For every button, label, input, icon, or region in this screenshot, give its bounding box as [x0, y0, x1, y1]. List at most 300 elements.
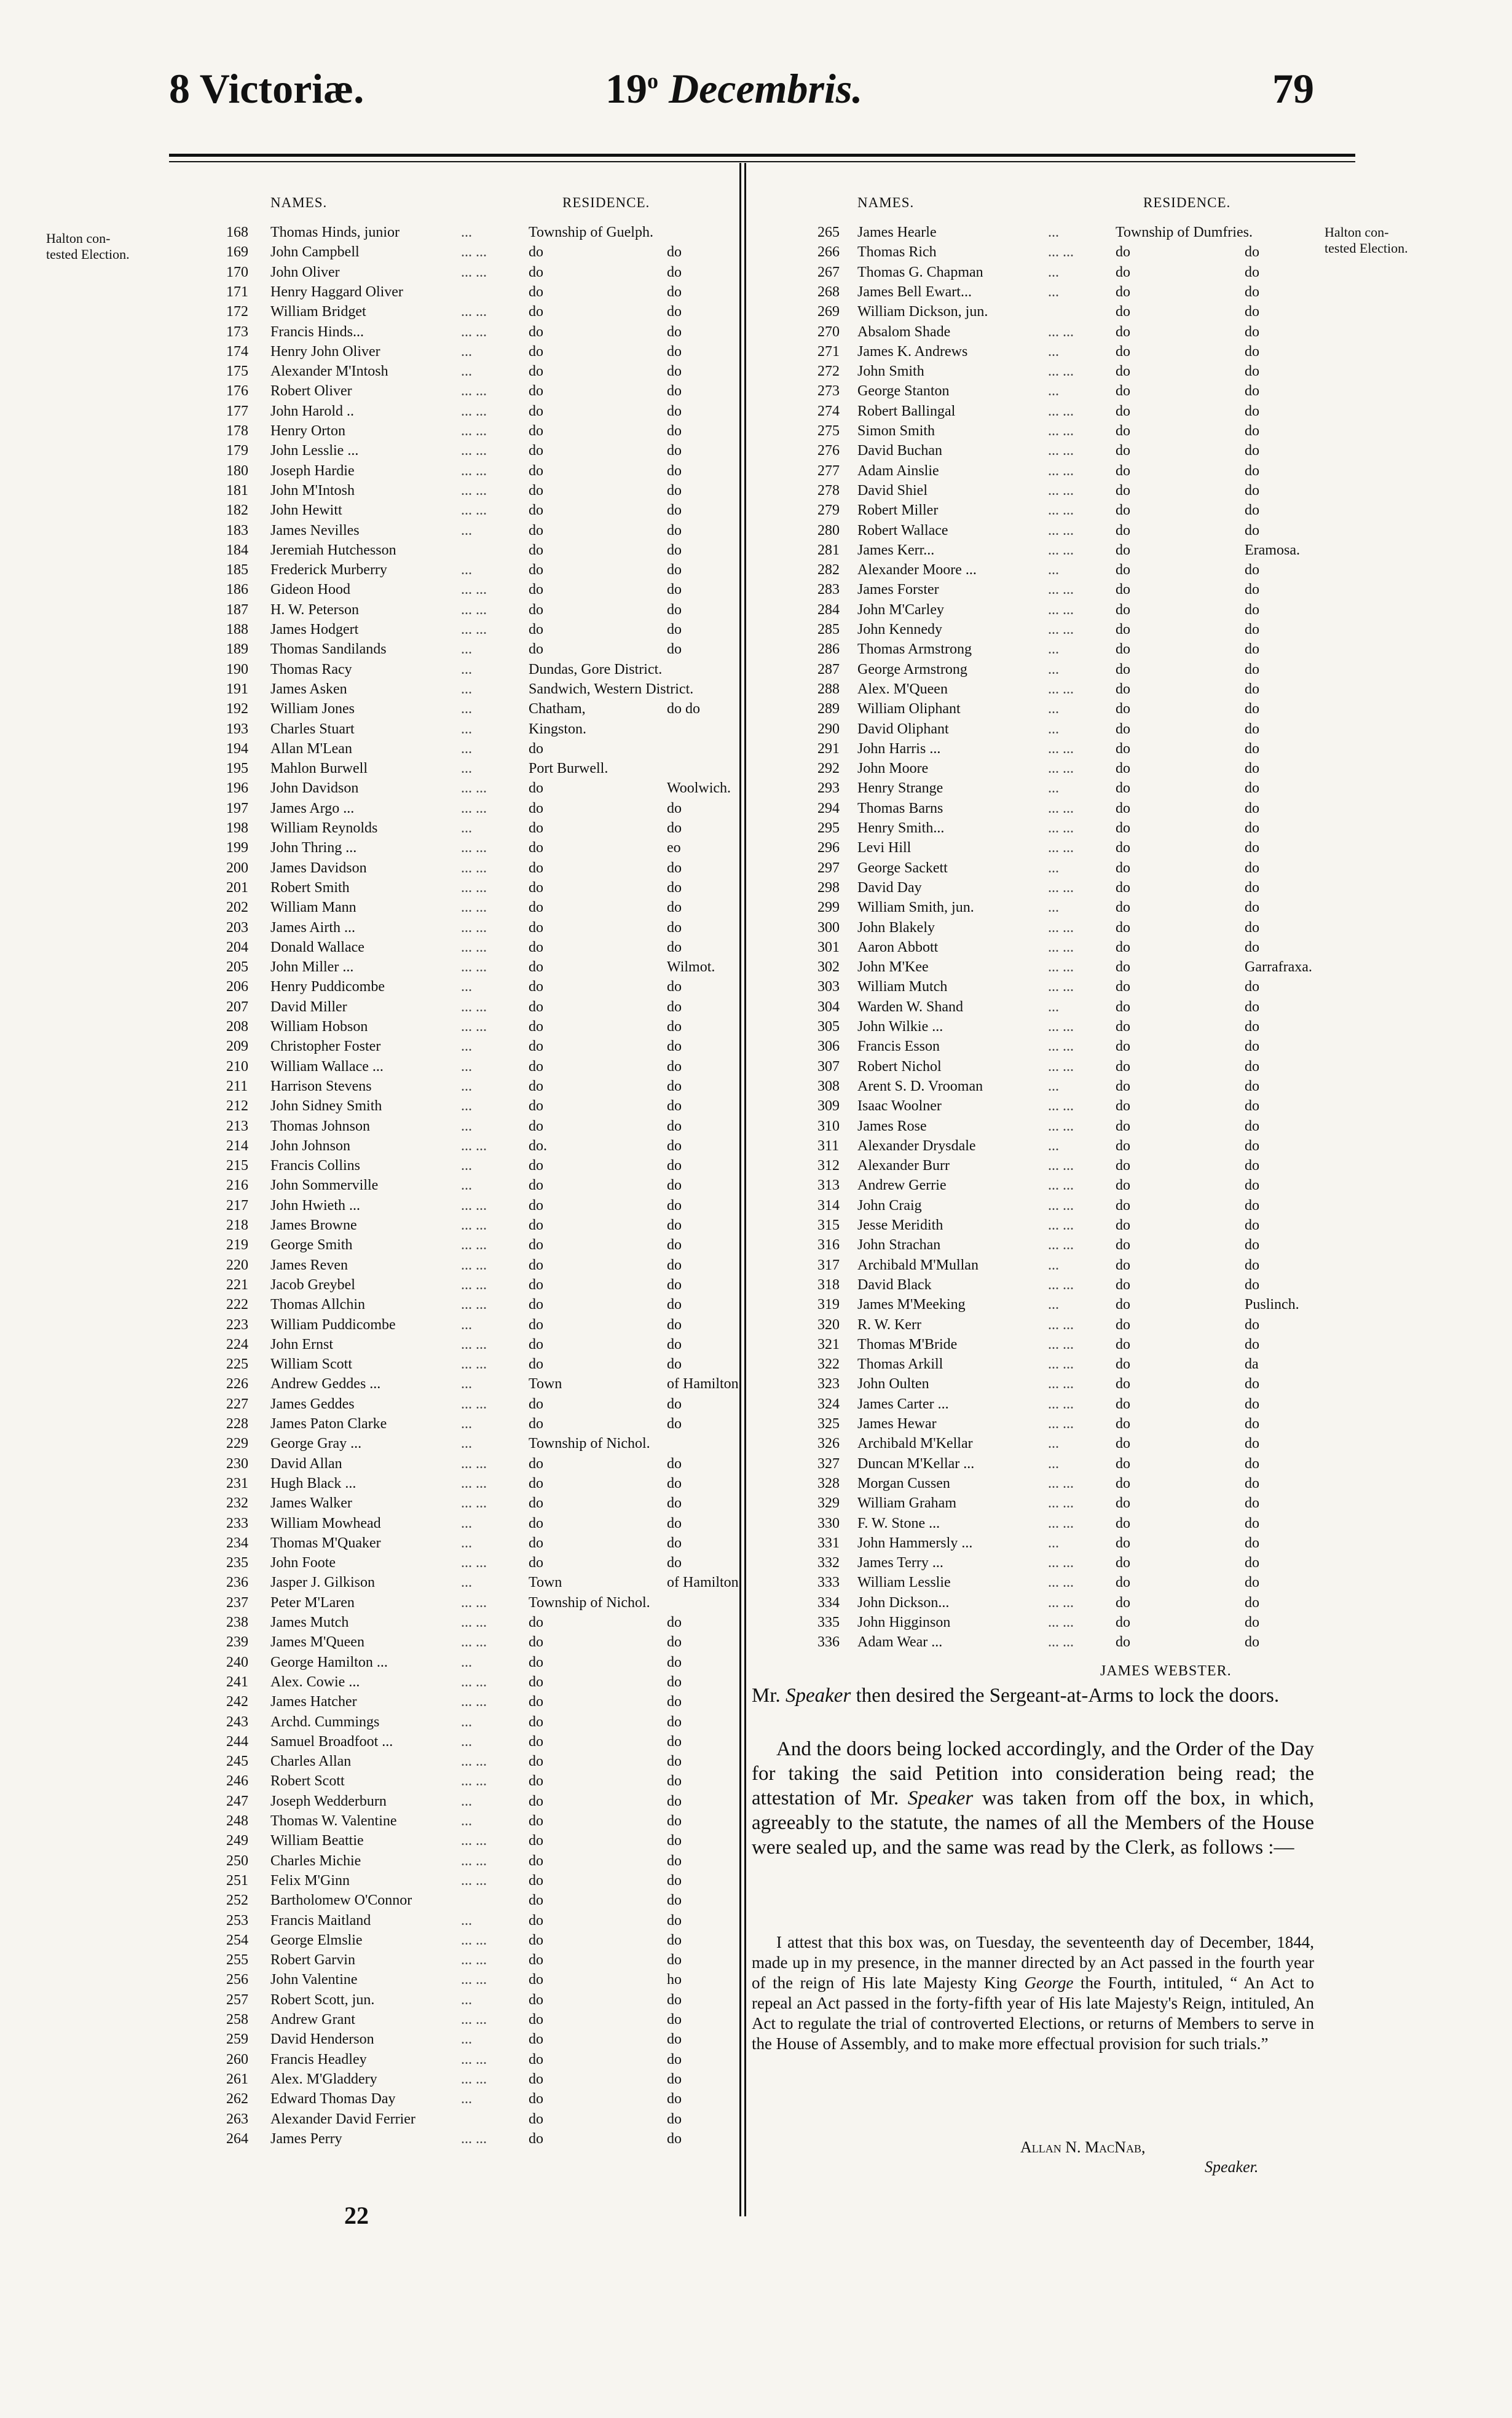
row-res2: do: [667, 2031, 682, 2048]
row-num: 255: [226, 1952, 248, 1969]
row-res2: do: [667, 383, 682, 400]
row-num: 284: [817, 601, 840, 618]
row-res1: do: [1116, 1058, 1130, 1075]
row-res1: do: [1116, 601, 1130, 618]
row-name: Francis Maitland: [270, 1912, 371, 1929]
row-res2: do: [1245, 800, 1259, 816]
row-name: David Shiel: [857, 482, 927, 499]
row-name: Harrison Stevens: [270, 1078, 372, 1094]
row-res1: do: [1116, 1237, 1130, 1254]
row-dots: ... ...: [461, 244, 487, 261]
row-name: Henry Puddicombe: [270, 979, 385, 995]
row-name: Robert Wallace: [857, 522, 948, 539]
row-num: 182: [226, 502, 248, 519]
row-dots: ...: [461, 661, 472, 678]
row-res2: do: [1245, 1614, 1259, 1630]
row-num: 286: [817, 641, 840, 658]
row-res1: do: [1116, 522, 1130, 539]
row-num: 304: [817, 998, 840, 1015]
row-num: 196: [226, 780, 248, 797]
row-name: Robert Scott: [270, 1773, 345, 1790]
row-res1: do: [1116, 1574, 1130, 1591]
row-name: James M'Queen: [270, 1634, 364, 1651]
row-dots: ...: [461, 1436, 472, 1452]
row-res2: do: [667, 998, 682, 1015]
row-name: F. W. Stone ...: [857, 1515, 940, 1531]
row-name: James Bell Ewart...: [857, 283, 972, 300]
row-dots: ... ...: [1048, 1376, 1074, 1393]
row-dots: ... ...: [461, 1396, 487, 1412]
row-dots: ...: [461, 701, 472, 717]
row-num: 287: [817, 661, 840, 678]
row-name: Robert Oliver: [270, 383, 352, 400]
row-dots: ... ...: [461, 1455, 487, 1472]
row-res1: do: [1116, 1098, 1130, 1115]
row-res1: do: [1116, 1594, 1130, 1611]
row-name: Arent S. D. Vrooman: [857, 1078, 983, 1094]
row-res1: Township of Guelph.: [529, 224, 653, 240]
row-res1: do: [529, 1673, 543, 1690]
row-dots: ... ...: [461, 502, 487, 519]
row-res1: do: [529, 1991, 543, 2008]
column-divider-right: [744, 163, 746, 2216]
row-dots: ... ...: [1048, 601, 1074, 618]
row-name: Thomas Johnson: [270, 1118, 370, 1134]
row-num: 183: [226, 522, 248, 539]
row-num: 325: [817, 1416, 840, 1432]
row-res1: do: [529, 1257, 543, 1273]
row-num: 311: [817, 1137, 840, 1154]
row-name: Thomas Barns: [857, 800, 943, 816]
row-res2: do: [1245, 582, 1259, 598]
row-dots: ... ...: [1048, 1336, 1074, 1353]
row-num: 329: [817, 1495, 840, 1512]
row-res1: do: [529, 363, 543, 380]
row-name: Adam Wear ...: [857, 1634, 943, 1651]
row-res1: do: [1116, 1197, 1130, 1214]
row-name: James K. Andrews: [857, 343, 968, 360]
row-res1: do: [1116, 343, 1130, 360]
row-name: George Sackett: [857, 859, 948, 876]
row-res1: do: [1116, 1614, 1130, 1630]
row-name: James Paton Clarke: [270, 1416, 387, 1432]
row-num: 180: [226, 462, 248, 479]
row-res2: do: [1245, 244, 1259, 261]
row-res2: do: [667, 2051, 682, 2068]
row-name: David Black: [857, 1276, 932, 1293]
row-res1: do: [1116, 363, 1130, 380]
row-name: William Smith, jun.: [857, 899, 974, 916]
row-num: 246: [226, 1773, 248, 1790]
row-dots: ... ...: [1048, 879, 1074, 896]
row-res2: do: [667, 542, 682, 558]
row-res1: do: [1116, 1177, 1130, 1194]
row-num: 264: [226, 2130, 248, 2147]
row-dots: ... ...: [1048, 323, 1074, 340]
paragraph-lock-doors: [752, 1683, 1314, 1708]
row-name: Henry Smith...: [857, 820, 945, 836]
row-name: James Walker: [270, 1495, 352, 1512]
row-dots: ... ...: [461, 2012, 487, 2028]
signature-james-webster: JAMES WEBSTER.: [1100, 1663, 1232, 1679]
row-name: Alex. M'Gladdery: [270, 2071, 377, 2087]
row-name: Mahlon Burwell: [270, 761, 368, 777]
row-dots: ...: [461, 522, 472, 539]
row-res1: do: [529, 2012, 543, 2028]
row-res2: do: [1245, 979, 1259, 995]
row-res2: do: [667, 562, 682, 579]
row-dots: ... ...: [1048, 820, 1074, 836]
row-name: George Elmslie: [270, 1932, 363, 1948]
row-res2: do: [1245, 1058, 1259, 1075]
row-dots: ...: [1048, 562, 1059, 579]
row-dots: ...: [1048, 1455, 1059, 1472]
row-res1: do: [529, 939, 543, 955]
row-res1: do: [529, 879, 543, 896]
row-res2: do: [667, 1852, 682, 1869]
row-res2: do: [1245, 701, 1259, 717]
header-date: [605, 65, 862, 113]
row-num: 295: [817, 820, 840, 836]
row-res2: do: [1245, 1316, 1259, 1333]
row-num: 217: [226, 1197, 248, 1214]
row-name: Alexander Moore ...: [857, 562, 977, 579]
row-res2: do: [667, 1038, 682, 1055]
row-name: John Harold ..: [270, 403, 354, 419]
row-num: 179: [226, 443, 248, 459]
row-name: William Scott: [270, 1356, 353, 1373]
row-num: 335: [817, 1614, 840, 1630]
row-res2: do: [1245, 363, 1259, 380]
row-num: 261: [226, 2071, 248, 2087]
row-name: Thomas Armstrong: [857, 641, 972, 658]
row-res1: Township of Dumfries.: [1116, 224, 1253, 240]
row-num: 199: [226, 840, 248, 856]
row-res1: do: [1116, 502, 1130, 519]
row-num: 176: [226, 383, 248, 400]
row-res1: do: [1116, 323, 1130, 340]
row-res1: do: [1116, 1316, 1130, 1333]
row-dots: ... ...: [461, 1019, 487, 1035]
row-res1: do: [529, 502, 543, 519]
row-res1: do: [529, 979, 543, 995]
row-res2: do: [667, 1793, 682, 1809]
row-res2: do: [667, 2091, 682, 2108]
row-name: James Airth ...: [270, 919, 355, 936]
row-num: 174: [226, 343, 248, 360]
row-num: 170: [226, 264, 248, 280]
row-name: Thomas Racy: [270, 661, 352, 678]
row-num: 319: [817, 1297, 840, 1313]
row-num: 298: [817, 879, 840, 896]
row-res1: do: [529, 1038, 543, 1055]
row-num: 326: [817, 1436, 840, 1452]
row-name: Joseph Wedderburn: [270, 1793, 387, 1809]
row-res1: do: [529, 1316, 543, 1333]
row-res1: do: [529, 1892, 543, 1909]
left-residence-heading: RESIDENCE.: [562, 195, 650, 210]
row-num: 195: [226, 761, 248, 777]
row-res1: do: [1116, 1555, 1130, 1571]
row-num: 220: [226, 1257, 248, 1273]
row-res1: do: [529, 1336, 543, 1353]
row-res1: do: [1116, 701, 1130, 717]
row-num: 173: [226, 323, 248, 340]
row-dots: ... ...: [461, 1614, 487, 1630]
row-res1: do: [529, 780, 543, 797]
row-res2: do: [667, 1217, 682, 1233]
row-res2: do: [667, 1137, 682, 1154]
row-num: 207: [226, 998, 248, 1015]
row-name: James Davidson: [270, 859, 367, 876]
row-num: 238: [226, 1614, 248, 1630]
row-res1: do: [1116, 383, 1130, 400]
row-res2: do: [1245, 562, 1259, 579]
row-num: 210: [226, 1058, 248, 1075]
row-res1: Sandwich, Western District.: [529, 681, 694, 697]
row-name: James Asken: [270, 681, 347, 697]
row-dots: ... ...: [461, 383, 487, 400]
row-res1: Kingston.: [529, 721, 587, 737]
row-res2: do: [1245, 601, 1259, 618]
row-res2: do: [667, 1733, 682, 1750]
row-res2: do: [667, 304, 682, 320]
row-res1: do: [529, 1555, 543, 1571]
row-num: 328: [817, 1475, 840, 1491]
row-dots: ...: [461, 1515, 472, 1531]
column-divider-left: [739, 163, 741, 2216]
row-name: William Mann: [270, 899, 356, 916]
row-res2: do: [1245, 304, 1259, 320]
row-res1: do: [1116, 403, 1130, 419]
row-name: David Day: [857, 879, 922, 896]
row-res1: do: [529, 1118, 543, 1134]
row-num: 240: [226, 1654, 248, 1670]
row-res1: do: [529, 522, 543, 539]
row-res2: do: [1245, 820, 1259, 836]
row-res1: do: [529, 403, 543, 419]
row-name: Joseph Hardie: [270, 462, 355, 479]
row-dots: ...: [461, 1316, 472, 1333]
row-num: 198: [226, 820, 248, 836]
row-num: 230: [226, 1455, 248, 1472]
row-name: William Bridget: [270, 304, 366, 320]
row-num: 268: [817, 283, 840, 300]
row-res1: do: [1116, 1436, 1130, 1452]
right-residence-heading: RESIDENCE.: [1143, 195, 1231, 210]
row-num: 265: [817, 224, 840, 240]
row-res2: do: [667, 1297, 682, 1313]
row-name: Felix M'Ginn: [270, 1872, 350, 1889]
row-res1: do: [529, 2051, 543, 2068]
row-num: 250: [226, 1852, 248, 1869]
row-name: William Puddicombe: [270, 1316, 396, 1333]
row-res2: do: [1245, 522, 1259, 539]
row-name: James Perry: [270, 2130, 342, 2147]
row-res2: do: [1245, 264, 1259, 280]
row-name: Alex. Cowie ...: [270, 1673, 360, 1690]
row-res2: do: [1245, 1515, 1259, 1531]
row-res2: do: [1245, 1475, 1259, 1491]
row-num: 257: [226, 1991, 248, 2008]
row-num: 206: [226, 979, 248, 995]
row-num: 316: [817, 1237, 840, 1254]
row-num: 222: [226, 1297, 248, 1313]
row-num: 235: [226, 1555, 248, 1571]
row-dots: ... ...: [1048, 443, 1074, 459]
row-res1: do: [1116, 244, 1130, 261]
row-res2: do: [667, 1019, 682, 1035]
row-dots: ...: [1048, 383, 1059, 400]
row-num: 259: [226, 2031, 248, 2048]
row-res2: do: [667, 462, 682, 479]
row-name: George Gray ...: [270, 1436, 362, 1452]
row-res2: do: [667, 1078, 682, 1094]
row-res2: do: [667, 1336, 682, 1353]
row-name: Allan M'Lean: [270, 740, 352, 757]
row-name: David Buchan: [857, 443, 942, 459]
row-dots: ... ...: [461, 959, 487, 976]
row-res1: do: [529, 1058, 543, 1075]
row-num: 262: [226, 2091, 248, 2108]
row-res1: do: [1116, 582, 1130, 598]
row-dots: ... ...: [461, 304, 487, 320]
row-res2: do: [667, 1932, 682, 1948]
row-res1: do: [1116, 780, 1130, 797]
row-num: 317: [817, 1257, 840, 1273]
row-num: 243: [226, 1713, 248, 1730]
row-name: John Johnson: [270, 1137, 351, 1154]
row-name: John Thring ...: [270, 840, 357, 856]
row-dots: ... ...: [1048, 1416, 1074, 1432]
row-res2: do: [667, 1654, 682, 1670]
row-num: 205: [226, 959, 248, 976]
row-dots: ...: [461, 740, 472, 757]
row-dots: ...: [461, 1654, 472, 1670]
row-dots: ... ...: [1048, 462, 1074, 479]
row-name: John Oliver: [270, 264, 340, 280]
row-res1: do: [529, 1237, 543, 1254]
row-res1: do: [1116, 1118, 1130, 1134]
row-name: James Hodgert: [270, 622, 359, 638]
row-name: Jeremiah Hutchesson: [270, 542, 396, 558]
row-res2: do: [667, 2071, 682, 2087]
row-res2: do: [1245, 661, 1259, 678]
row-dots: ...: [1048, 283, 1059, 300]
row-dots: ...: [461, 363, 472, 380]
row-num: 290: [817, 721, 840, 737]
row-dots: ...: [461, 1991, 472, 2008]
row-res2: do: [667, 482, 682, 499]
row-res2: do: [667, 1276, 682, 1293]
row-dots: ...: [461, 1535, 472, 1551]
row-num: 223: [226, 1316, 248, 1333]
row-res1: do: [1116, 820, 1130, 836]
row-dots: ... ...: [461, 1594, 487, 1611]
row-res1: do: [529, 601, 543, 618]
row-name: John Hammersly ...: [857, 1535, 973, 1551]
row-res2: do do: [667, 701, 700, 717]
row-dots: ...: [1048, 1535, 1059, 1551]
row-dots: ... ...: [461, 1137, 487, 1154]
row-dots: ...: [461, 1177, 472, 1194]
row-res1: do: [529, 562, 543, 579]
row-res2: of Hamilton.: [667, 1376, 742, 1393]
row-res2: do: [1245, 1535, 1259, 1551]
row-res1: do: [529, 1852, 543, 1869]
row-res1: Port Burwell.: [529, 761, 608, 777]
row-res2: do: [667, 1356, 682, 1373]
row-name: Simon Smith: [857, 423, 935, 439]
row-num: 330: [817, 1515, 840, 1531]
row-dots: ... ...: [1048, 244, 1074, 261]
row-name: John Blakely: [857, 919, 935, 936]
row-num: 310: [817, 1118, 840, 1134]
right-names-heading: NAMES.: [857, 195, 915, 210]
row-res2: do: [1245, 323, 1259, 340]
row-res1: do: [529, 1654, 543, 1670]
row-name: James Carter ...: [857, 1396, 949, 1412]
header-day-sup: o: [647, 68, 658, 93]
row-num: 309: [817, 1098, 840, 1115]
row-dots: ... ...: [1048, 1515, 1074, 1531]
row-name: John M'Kee: [857, 959, 929, 976]
row-num: 260: [226, 2051, 248, 2068]
row-name: George Hamilton ...: [270, 1654, 388, 1670]
row-res1: do: [529, 1773, 543, 1790]
row-num: 213: [226, 1118, 248, 1134]
row-res2: do: [1245, 939, 1259, 955]
row-res1: do: [1116, 562, 1130, 579]
row-dots: ... ...: [1048, 1594, 1074, 1611]
row-res1: do: [529, 2031, 543, 2048]
row-res2: do: [1245, 1078, 1259, 1094]
row-dots: ... ...: [461, 1694, 487, 1710]
row-dots: ... ...: [1048, 522, 1074, 539]
row-res1: do: [529, 1713, 543, 1730]
row-dots: ...: [1048, 780, 1059, 797]
row-res1: do: [529, 1276, 543, 1293]
row-dots: ...: [1048, 224, 1059, 240]
row-num: 253: [226, 1912, 248, 1929]
row-num: 229: [226, 1436, 248, 1452]
row-dots: ...: [1048, 1078, 1059, 1094]
row-num: 186: [226, 582, 248, 598]
row-num: 275: [817, 423, 840, 439]
row-res1: do: [529, 343, 543, 360]
row-res1: do: [529, 423, 543, 439]
row-num: 297: [817, 859, 840, 876]
row-res1: do: [1116, 761, 1130, 777]
row-num: 256: [226, 1972, 248, 1988]
row-num: 266: [817, 244, 840, 261]
row-res2: do: [1245, 1197, 1259, 1214]
row-dots: ... ...: [1048, 939, 1074, 955]
row-name: Henry Haggard Oliver: [270, 283, 403, 300]
row-dots: ... ...: [1048, 1058, 1074, 1075]
row-num: 302: [817, 959, 840, 976]
row-dots: ...: [461, 1058, 472, 1075]
row-name: Morgan Cussen: [857, 1475, 950, 1491]
row-name: Jacob Greybel: [270, 1276, 355, 1293]
row-num: 254: [226, 1932, 248, 1948]
row-dots: ... ...: [1048, 1217, 1074, 1233]
row-res1: do: [1116, 879, 1130, 896]
row-dots: ...: [461, 1912, 472, 1929]
row-dots: ... ...: [461, 1336, 487, 1353]
row-res1: do: [529, 1932, 543, 1948]
row-res1: do: [1116, 1416, 1130, 1432]
